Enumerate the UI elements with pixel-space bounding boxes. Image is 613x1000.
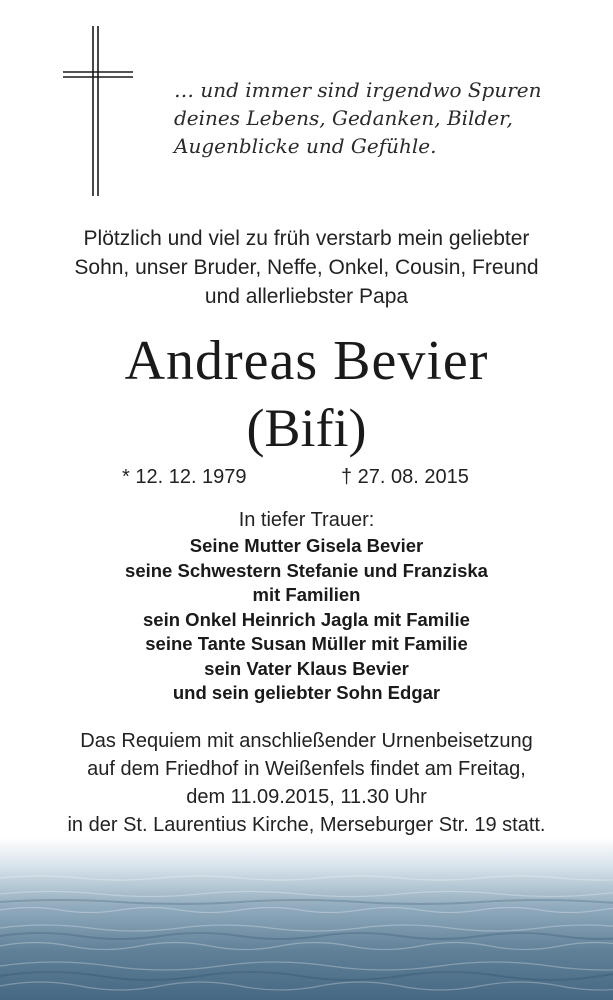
quote-line: deines Lebens, Gedanken, Bilder, — [174, 106, 513, 130]
announcement-line: Sohn, unser Bruder, Neffe, Onkel, Cousin, Freund — [74, 256, 539, 279]
service-line: dem 11.09.2015, 11.30 Uhr — [186, 786, 427, 808]
announcement-text — [0, 224, 613, 311]
water-background — [0, 838, 613, 1000]
mourner-line: seine Schwestern Stefanie und Franziska — [125, 559, 488, 581]
service-line: in der St. Laurentius Kirche, Merseburger Str. 19 statt. — [67, 814, 546, 836]
mourning-label: In tiefer Trauer: — [238, 509, 375, 531]
water-ripples — [0, 838, 613, 1000]
announcement-line: und allerliebster Papa — [204, 285, 409, 308]
mourner-line: seine Tante Susan Müller mit Familie — [145, 633, 468, 654]
mourner-line: und sein geliebter Sohn Edgar — [172, 682, 441, 703]
cross-icon — [62, 25, 134, 197]
announcement-line: Plötzlich und viel zu früh verstarb mein geliebter — [83, 227, 530, 250]
mourner-line: sein Onkel Heinrich Jagla mit Familie — [143, 608, 470, 630]
service-line: Das Requiem mit anschließender Urnenbeisetzung — [80, 730, 533, 752]
mourner-line: sein Vater Klaus Bevier — [204, 657, 409, 679]
mourners-list — [0, 534, 613, 706]
quote-line: Augenblicke und Gefühle. — [174, 134, 437, 158]
quote-line: … und immer sind irgendwo Spuren — [174, 78, 542, 102]
mourner-line: mit Familien — [252, 584, 361, 605]
deceased-nickname: (Bifi) — [246, 398, 367, 458]
memorial-quote — [174, 76, 604, 160]
service-info — [0, 727, 613, 839]
life-dates — [0, 463, 613, 491]
service-line: auf dem Friedhof in Weißenfels findet am Freitag, — [87, 758, 526, 780]
deceased-name: Andreas Bevier — [124, 330, 489, 392]
mourner-line: Seine Mutter Gisela Bevier — [189, 535, 424, 556]
death-date: † 27. 08. 2015 — [341, 466, 469, 488]
birth-date: * 12. 12. 1979 — [122, 466, 247, 488]
